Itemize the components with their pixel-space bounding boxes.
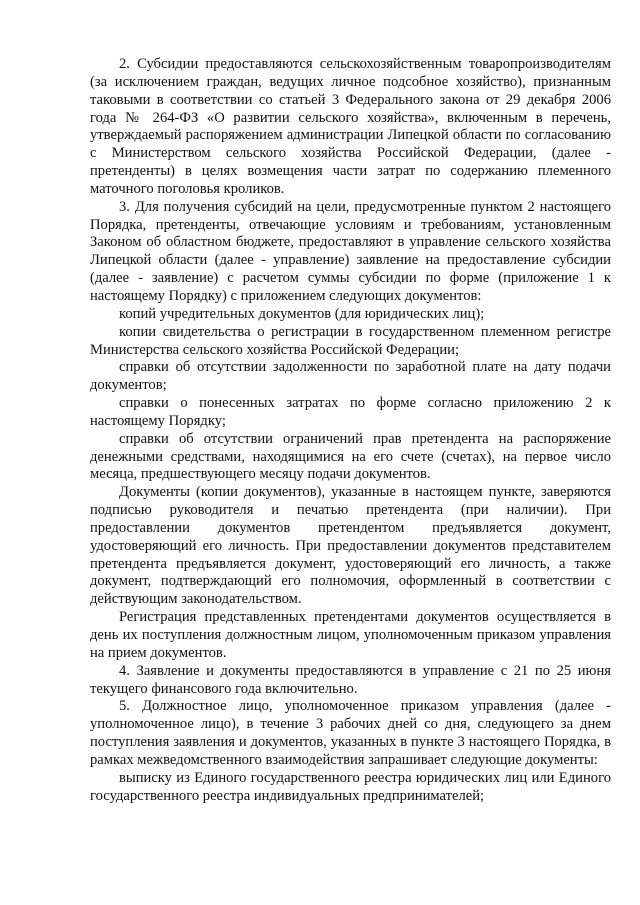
list-item-state-register-extract: выписку из Единого государственного реестра юридических лиц или Единого государственного реестра индивидуальных предпринимателей; xyxy=(90,769,611,804)
list-item-funds-restriction-certificate: справки об отсутствии ограничений прав претендента на распоряжение денежными средствами, находящимися на его счете (счетах), на первое число месяца, предшествующего месяцу подачи документов. xyxy=(90,430,611,483)
list-item-registry-certificate: копии свидетельства о регистрации в государственном племенном регистре Министерства сельского хозяйства Российской Федерации; xyxy=(90,323,611,358)
paragraph-registration: Регистрация представленных претендентами документов осуществляется в день их поступления должностным лицом, уполномоченным приказом управления на прием документов. xyxy=(90,609,611,661)
list-item-salary-debt-certificate: справки об отсутствии задолженности по заработной плате на дату подачи документов; xyxy=(90,359,611,394)
list-item-costs-certificate: справки о понесенных затратах по форме согласно приложению 2 к настоящему Порядку; xyxy=(90,395,611,429)
paragraph-item-3: 3. Для получения субсидий на цели, предусмотренные пунктом 2 настоящего Порядка, претенденты, отвечающие условиям и требованиям, установленным Законом об областном бюджете, предоставляют в управление сельского хозяйства Липецкой области (далее - управление) заявление на предоставление субсидии (далее - заявление) с расчетом суммы субсидии по форме (приложение 1 к настоящему Порядку) с приложением следующих документов: xyxy=(90,198,611,304)
paragraph-documents-certification: Документы (копии документов), указанные в настоящем пункте, заверяются подписью руководителя и печатью претендента (при наличии). При предоставлении документов претендентом предъявляется документ, удостоверяющий его личность. При предоставлении документов представителем претендента предъявляется документ, удостоверяющий его личность, а также документ, подтверждающий его полномочия, оформленный в соответствии с действующим законодательством. xyxy=(90,484,611,608)
paragraph-item-2: 2. Субсидии предоставляются сельскохозяйственным товаропроизводителям (за исключением граждан, ведущих личное подсобное хозяйство), признанным таковыми в соответствии со статьей 3 Федерального закона от 29 декабря 2006 года № 264-ФЗ «О развитии сельского хозяйства», включенным в перечень, утверждаемый распоряжением администрации Липецкой области по согласованию с Министерством сельского хозяйства Российской Федерации, (далее - претенденты) в целях возмещения части затрат по содержанию племенного маточного поголовья кроликов. xyxy=(90,56,611,197)
list-item-founding-docs: копий учредительных документов (для юридических лиц); xyxy=(119,305,485,322)
document-page xyxy=(90,56,611,805)
paragraph-item-4: 4. Заявление и документы предоставляются в управление с 21 по 25 июня текущего финансового года включительно. xyxy=(90,662,611,697)
paragraph-item-5: 5. Должностное лицо, уполномоченное приказом управления (далее - уполномоченное лицо), в течение 3 рабочих дней со дня, следующего за днем поступления заявления и документов, указанных в пункте 3 настоящего Порядка, в рамках межведомственного взаимодействия запрашивает следующие документы: xyxy=(90,698,611,768)
